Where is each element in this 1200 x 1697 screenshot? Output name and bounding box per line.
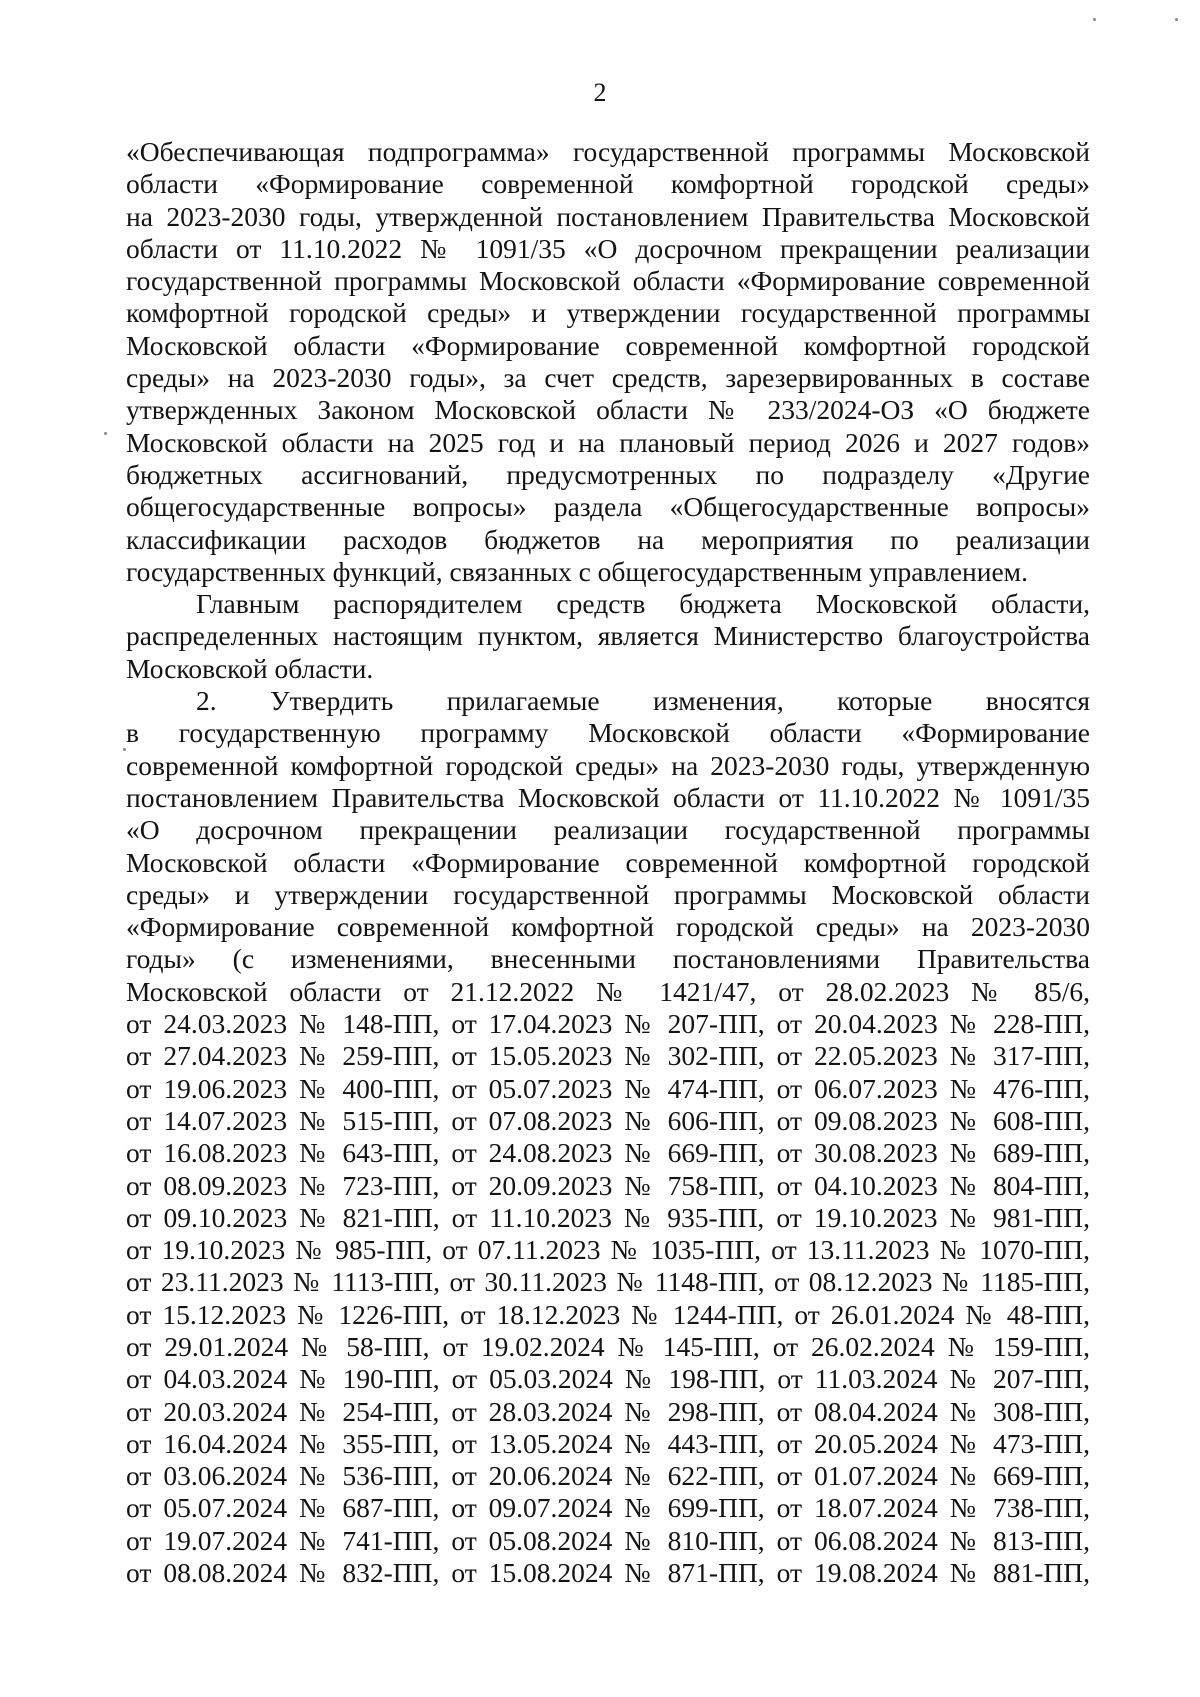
text-line: «О досрочном прекращении реализации государственной программы [126, 814, 1090, 846]
paragraph-2 [126, 588, 1090, 685]
text-line: от 27.04.2023 № 259-ПП, от 15.05.2023 № 302-ПП, от 22.05.2023 № 317-ПП, [126, 1040, 1090, 1072]
text-line: утвержденных Законом Московской области № 233/2024-ОЗ «О бюджете [126, 394, 1090, 426]
text-line: «Обеспечивающая подпрограмма» государственной программы Московской [126, 136, 1090, 167]
text-line: от 16.08.2023 № 643-ПП, от 24.08.2023 № 669-ПП, от 30.08.2023 № 689-ПП, [126, 1137, 1090, 1169]
text-line: современной комфортной городской среды» на 2023-2030 годы, утвержденную [126, 749, 1090, 781]
text-line: от 08.08.2024 № 832-ПП, от 15.08.2024 № 871-ПП, от 19.08.2024 № 881-ПП, [126, 1557, 1090, 1589]
text-line: «Формирование современной комфортной городской среды» на 2023-2030 [126, 911, 1090, 943]
text-line: от 19.10.2023 № 985-ПП, от 07.11.2023 № 1035-ПП, от 13.11.2023 № 1070-ПП, [126, 1234, 1090, 1266]
text-line: от 29.01.2024 № 58-ПП, от 19.02.2024 № 145-ПП, от 26.02.2024 № 159-ПП, [126, 1330, 1090, 1362]
text-line: на 2023-2030 годы, утвержденной постановлением Правительства Московской [126, 200, 1090, 232]
scan-speck [1175, 18, 1178, 21]
text-line: среды» на 2023-2030 годы», за счет средств, зарезервированных в составе [126, 362, 1090, 394]
text-line: государственной программы Московской области «Формирование современной [126, 265, 1090, 297]
text-line: от 08.09.2023 № 723-ПП, от 20.09.2023 № 758-ПП, от 04.10.2023 № 804-ПП, [126, 1169, 1090, 1201]
paragraph-1 [126, 136, 1090, 588]
scan-speck [1093, 18, 1096, 21]
text-line: годы» (с изменениями, внесенными постановлениями Правительства [126, 943, 1090, 975]
text-line: от 03.06.2024 № 536-ПП, от 20.06.2024 № 622-ПП, от 01.07.2024 № 669-ПП, [126, 1460, 1090, 1492]
text-line: Московской области. [126, 652, 374, 684]
text-line: общегосударственные вопросы» раздела «Общегосударственные вопросы» [126, 491, 1090, 523]
text-line: от 20.03.2024 № 254-ПП, от 28.03.2024 № 298-ПП, от 08.04.2024 № 308-ПП, [126, 1395, 1090, 1427]
text-line: от 04.03.2024 № 190-ПП, от 05.03.2024 № 198-ПП, от 11.03.2024 № 207-ПП, [126, 1363, 1090, 1395]
text-line: от 23.11.2023 № 1113-ПП, от 30.11.2023 № 1148-ПП, от 08.12.2023 № 1185-ПП, [126, 1266, 1090, 1298]
text-line: 2. Утвердить прилагаемые изменения, которые вносятся [196, 685, 1090, 717]
text-line: государственных функций, связанных с общегосударственным управлением. [126, 555, 1028, 587]
text-line: бюджетных ассигнований, предусмотренных по подразделу «Другие [126, 458, 1090, 490]
text-line: области «Формирование современной комфортной городской среды» [126, 168, 1090, 200]
text-line: Московской области на 2025 год и на плановый период 2026 и 2027 годов» [126, 426, 1090, 458]
text-line: от 16.04.2024 № 355-ПП, от 13.05.2024 № 443-ПП, от 20.05.2024 № 473-ПП, [126, 1427, 1090, 1459]
text-line: Главным распорядителем средств бюджета Московской области, [196, 588, 1090, 620]
text-line: от 05.07.2024 № 687-ПП, от 09.07.2024 № 699-ПП, от 18.07.2024 № 738-ПП, [126, 1492, 1090, 1524]
text-line: от 19.06.2023 № 400-ПП, от 05.07.2023 № 474-ПП, от 06.07.2023 № 476-ПП, [126, 1072, 1090, 1104]
text-line: Московской области от 21.12.2022 № 1421/47, от 28.02.2023 № 85/6, [126, 975, 1090, 1007]
text-line: среды» и утверждении государственной программы Московской области [126, 878, 1090, 910]
text-line: постановлением Правительства Московской области от 11.10.2022 № 1091/35 [126, 781, 1090, 813]
scan-speck [123, 748, 126, 751]
text-line: от 19.07.2024 № 741-ПП, от 05.08.2024 № 810-ПП, от 06.08.2024 № 813-ПП, [126, 1524, 1090, 1556]
text-line: от 09.10.2023 № 821-ПП, от 11.10.2023 № 935-ПП, от 19.10.2023 № 981-ПП, [126, 1201, 1090, 1233]
page-number: 2 [593, 78, 607, 107]
text-line: от 15.12.2023 № 1226-ПП, от 18.12.2023 № 1244-ПП, от 26.01.2024 № 48-ПП, [126, 1298, 1090, 1330]
document-body [126, 136, 1090, 1589]
text-line: Московской области «Формирование современной комфортной городской [126, 846, 1090, 878]
scan-speck [104, 432, 107, 435]
text-line: от 24.03.2023 № 148-ПП, от 17.04.2023 № 207-ПП, от 20.04.2023 № 228-ПП, [126, 1008, 1090, 1040]
text-line: в государственную программу Московской области «Формирование [126, 717, 1090, 749]
text-line: от 14.07.2023 № 515-ПП, от 07.08.2023 № 606-ПП, от 09.08.2023 № 608-ПП, [126, 1104, 1090, 1136]
text-line: классификации расходов бюджетов на мероприятия по реализации [126, 523, 1090, 555]
text-line: распределенных настоящим пунктом, является Министерство благоустройства [126, 620, 1090, 652]
text-line: области от 11.10.2022 № 1091/35 «О досрочном прекращении реализации [126, 232, 1090, 264]
text-line: Московской области «Формирование современной комфортной городской [126, 329, 1090, 361]
text-line: комфортной городской среды» и утверждении государственной программы [126, 297, 1090, 329]
paragraph-3 [126, 685, 1090, 1589]
